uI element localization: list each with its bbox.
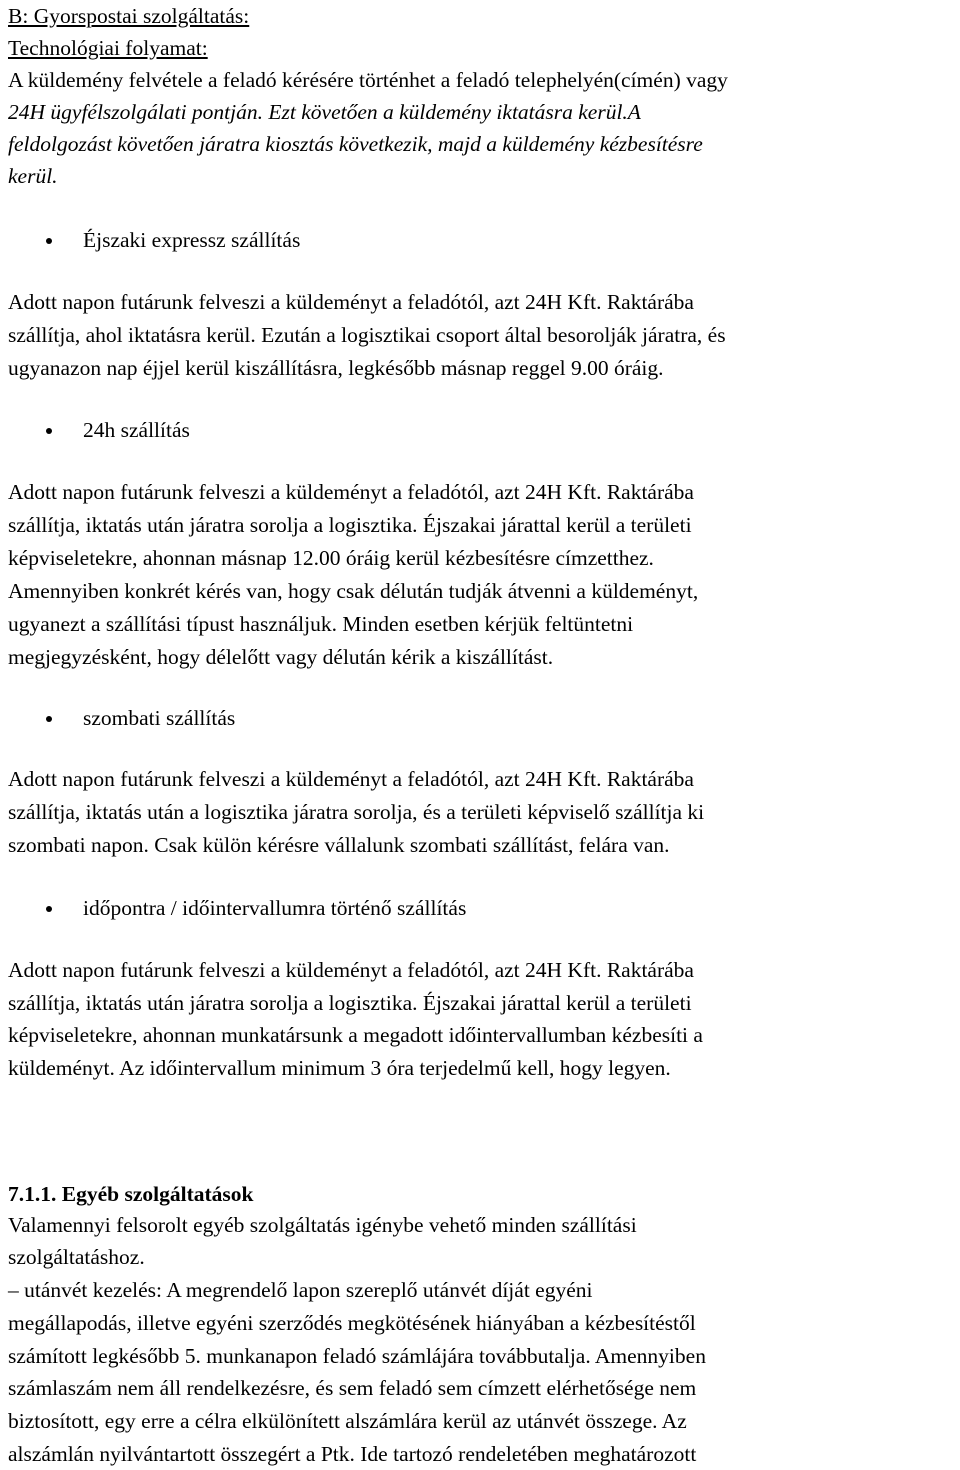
intro-line: kerül. [8, 164, 58, 188]
service-text-line: küldeményt. Az időintervallum minimum 3 óra terjedelmű kell, hogy legyen. [8, 1056, 671, 1080]
service-text-line: képviseletekre, ahonnan munkatársunk a megadott időintervallumban kézbesíti a [8, 1023, 703, 1047]
service-text-line: szállítja, iktatás után a logisztika járatra sorolja, és a területi képviselő szállítja ki [8, 800, 705, 824]
section-text-line: biztosított, egy erre a célra elkülönített alszámlára kerül az utánvét összege. Az [8, 1409, 687, 1433]
service-text-line: megjegyzésként, hogy délelőtt vagy délután kérik a kiszállítást. [8, 645, 554, 669]
service-title: Éjszaki expressz szállítás [83, 228, 301, 252]
intro-line: A küldemény felvétele a feladó kérésére történhet a feladó telephelyén(címén) vagy [8, 68, 728, 92]
section-text-line: számított legkésőbb 5. munkanapon feladó számlájára továbbutalja. Amennyiben [8, 1344, 706, 1368]
service-text-line: szállítja, ahol iktatásra kerül. Ezután a logisztikai csoport által besorolják járatra, és [8, 323, 726, 347]
service-title: 24h szállítás [83, 418, 190, 442]
service-text-line: Adott napon futárunk felveszi a küldeményt a feladótól, azt 24H Kft. Raktárába [8, 480, 694, 504]
service-text-line: szállítja, iktatás után járatra sorolja a logisztika. Éjszakai járattal kerül a területi [8, 991, 692, 1015]
bullet-icon [46, 238, 52, 244]
service-text-line: szállítja, iktatás után járatra sorolja a logisztika. Éjszakai járattal kerül a területi [8, 513, 692, 537]
intro-line: 24H ügyfélszolgálati pontján. Ezt követően a küldemény iktatásra kerül.A [8, 100, 641, 124]
section-text-line: alszámlán nyilvántartott összegért a Ptk. Ide tartozó rendeletében meghatározott [8, 1442, 697, 1466]
bullet-icon [46, 716, 52, 722]
section-other-heading: 7.1.1. Egyéb szolgáltatások [8, 1182, 254, 1206]
section-text-line: Valamennyi felsorolt egyéb szolgáltatás igénybe vehető minden szállítási [8, 1213, 637, 1237]
service-text-line: képviseletekre, ahonnan másnap 12.00 óráig kerül kézbesítésre címzetthez. [8, 546, 654, 570]
section-text-line: számlaszám nem áll rendelkezésre, és sem feladó sem címzett elérhetősége nem [8, 1376, 697, 1400]
service-text-line: Amennyiben konkrét kérés van, hogy csak délután tudják átvenni a küldeményt, [8, 579, 699, 603]
section-b-heading: B: Gyorspostai szolgáltatás: [8, 4, 250, 28]
service-text-line: ugyanezt a szállítási típust használjuk. Minden esetben kérjük feltüntetni [8, 612, 634, 636]
service-text-line: szombati napon. Csak külön kérésre vállalunk szombati szállítást, felára van. [8, 833, 670, 857]
service-text-line: ugyanazon nap éjjel kerül kiszállításra, legkésőbb másnap reggel 9.00 óráig. [8, 356, 664, 380]
bullet-icon [46, 906, 52, 912]
bullet-icon [46, 428, 52, 434]
service-title: szombati szállítás [83, 706, 236, 730]
service-text-line: Adott napon futárunk felveszi a küldeményt a feladótól, azt 24H Kft. Raktárába [8, 958, 694, 982]
section-text-line: szolgáltatáshoz. [8, 1245, 145, 1269]
section-text-line: megállapodás, illetve egyéni szerződés megkötésének hiányában a kézbesítéstől [8, 1311, 696, 1335]
section-text-line: – utánvét kezelés: A megrendelő lapon szereplő utánvét díját egyéni [8, 1278, 593, 1302]
section-b-subheading: Technológiai folyamat: [8, 36, 208, 60]
service-title: időpontra / időintervallumra történő szállítás [83, 896, 467, 920]
service-text-line: Adott napon futárunk felveszi a küldeményt a feladótól, azt 24H Kft. Raktárába [8, 767, 694, 791]
intro-line: feldolgozást követően járatra kiosztás következik, majd a küldemény kézbesítésre [8, 132, 703, 156]
service-text-line: Adott napon futárunk felveszi a küldeményt a feladótól, azt 24H Kft. Raktárába [8, 290, 694, 314]
